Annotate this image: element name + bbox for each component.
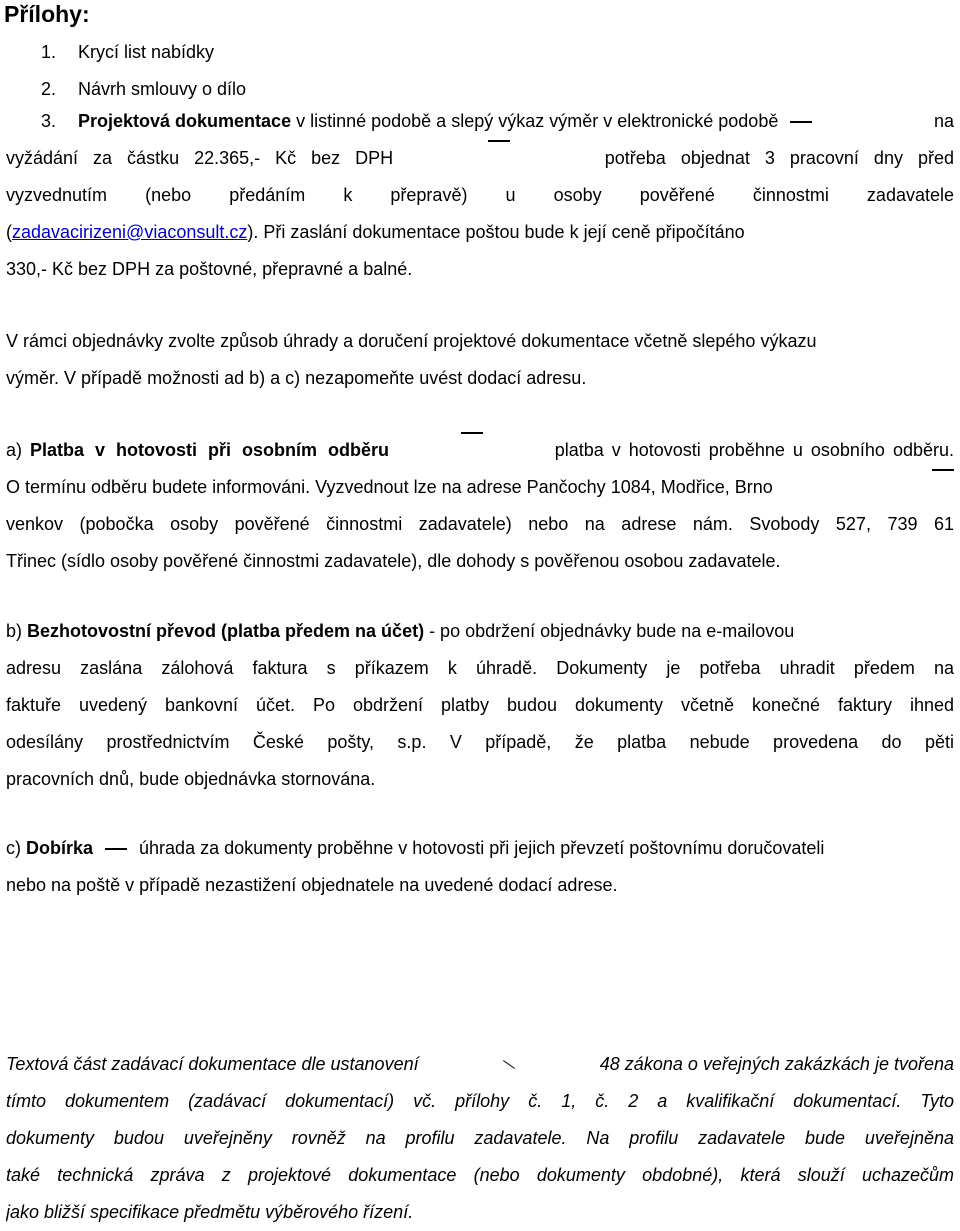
option-c-rest: úhrada za dokumenty proběhne v hotovosti při jejich převzetí poštovnímu doručovateli bbox=[139, 838, 825, 858]
option-b-line2: adresu zaslána zálohová faktura s příkazem k úhradě. Dokumenty je potřeba uhradit předem na bbox=[6, 658, 954, 678]
option-b-line5: pracovních dnů, bude objednávka stornována. bbox=[6, 769, 376, 789]
item3-line3: vyzvednutím (nebo předáním k přepravě) u osoby pověřené činnostmi zadavatele bbox=[6, 185, 954, 205]
list-text: Krycí list nabídky bbox=[78, 42, 215, 62]
closing-line1a: Textová část zadávací dokumentace dle ustanovení bbox=[6, 1054, 419, 1074]
page-heading: Přílohy: bbox=[4, 1, 90, 27]
closing-line2: tímto dokumentem (zadávací dokumentací) vč. přílohy č. 1, č. 2 a kvalifikační dokumentací. Tyto bbox=[6, 1091, 954, 1111]
closing-line1b: 48 zákona o veřejných zakázkách je tvořena bbox=[599, 1054, 954, 1074]
list-number: 2. bbox=[41, 79, 57, 99]
option-a-line2 bbox=[6, 469, 954, 506]
option-prefix: b) bbox=[6, 621, 28, 641]
dash bbox=[488, 140, 510, 177]
option-b-rest: - po obdržení objednávky bude na e-mailovou bbox=[424, 621, 795, 641]
dash bbox=[105, 848, 127, 850]
option-b bbox=[6, 613, 954, 798]
list-text: Návrh smlouvy o dílo bbox=[78, 79, 247, 99]
item3-line4-text: ). Při zaslání dokumentace poštou bude k její ceně připočítáno bbox=[247, 222, 745, 242]
section-sign-icon bbox=[503, 1060, 515, 1069]
option-a-line3: venkov (pobočka osoby pověřené činnostmi zadavatele) nebo na adrese nám. Svobody 527, 739 61 bbox=[6, 514, 954, 534]
list-number: 3. bbox=[41, 111, 57, 131]
list-number: 1. bbox=[41, 42, 57, 62]
dash bbox=[461, 432, 483, 469]
closing-paragraph bbox=[6, 1046, 954, 1231]
intro-paragraph bbox=[6, 323, 954, 397]
item3-line1-text: v listinné podobě a slepý výkaz výměr v elektronické podobě bbox=[291, 111, 779, 131]
item3-line4 bbox=[6, 214, 954, 251]
option-b-line3: faktuře uvedený bankovní účet. Po obdržení platby budou dokumenty včetně konečné faktury ihned bbox=[6, 695, 954, 715]
option-prefix: c) bbox=[6, 838, 26, 858]
paren: ( bbox=[6, 222, 12, 242]
item3-line2 bbox=[6, 140, 954, 177]
option-c-line1 bbox=[6, 830, 954, 867]
option-b-line4: odesílány prostřednictvím České pošty, s.p. V případě, že platba nebude provedena do pěti bbox=[6, 732, 954, 752]
option-a-bold: Platba v hotovosti při osobním odběru bbox=[30, 440, 390, 460]
option-b-line1 bbox=[6, 613, 954, 650]
option-prefix: a) bbox=[6, 440, 31, 460]
option-a-rest: platba v hotovosti proběhne u osobního odběru. bbox=[554, 440, 954, 460]
dash bbox=[932, 469, 954, 506]
closing-line3: dokumenty budou uveřejněny rovněž na profilu zadavatele. Na profilu zadavatele bude uveřejněna bbox=[6, 1128, 954, 1148]
item3-line5: 330,- Kč bez DPH za poštovné, přepravné a balné. bbox=[6, 259, 413, 279]
item3-line2b: potřeba objednat 3 pracovní dny před bbox=[604, 148, 954, 168]
item3-line1-end: na bbox=[933, 111, 954, 131]
attachment-item-3 bbox=[6, 103, 954, 288]
option-a-line1 bbox=[6, 432, 954, 469]
item3-line1 bbox=[6, 103, 954, 140]
closing-line1 bbox=[6, 1046, 954, 1083]
item3-line2a: vyžádání za částku 22.365,- Kč bez DPH bbox=[6, 148, 394, 168]
option-b-bold: Bezhotovostní převod (platba předem na účet) bbox=[27, 621, 425, 641]
attachments-list bbox=[6, 34, 954, 108]
option-a-line4: Třinec (sídlo osoby pověřené činnostmi zadavatele), dle dohody s pověřenou osobou zadavatele. bbox=[6, 551, 781, 571]
intro-line1: V rámci objednávky zvolte způsob úhrady a doručení projektové dokumentace včetně slepého výkazu bbox=[6, 331, 817, 351]
option-c-bold: Dobírka bbox=[26, 838, 94, 858]
option-a bbox=[6, 432, 954, 580]
list-item bbox=[6, 34, 954, 71]
intro-line2: výměr. V případě možnosti ad b) a c) nezapomeňte uvést dodací adresu. bbox=[6, 368, 587, 388]
option-a-line2-text: O termínu odběru budete informováni. Vyzvednout lze na adrese Pančochy 1084, Modřice, Brno bbox=[6, 477, 773, 497]
dash bbox=[790, 121, 812, 123]
closing-line5: jako bližší specifikace předmětu výběrového řízení. bbox=[6, 1202, 414, 1222]
option-c-line2: nebo na poště v případě nezastižení objednatele na uvedené dodací adrese. bbox=[6, 875, 618, 895]
option-c bbox=[6, 830, 954, 904]
email-link[interactable]: zadavacirizeni@viaconsult.cz bbox=[12, 222, 248, 242]
item3-bold: Projektová dokumentace bbox=[78, 111, 292, 131]
closing-line4: také technická zpráva z projektové dokumentace (nebo dokumenty obdobné), která slouží uchazečům bbox=[6, 1165, 954, 1185]
